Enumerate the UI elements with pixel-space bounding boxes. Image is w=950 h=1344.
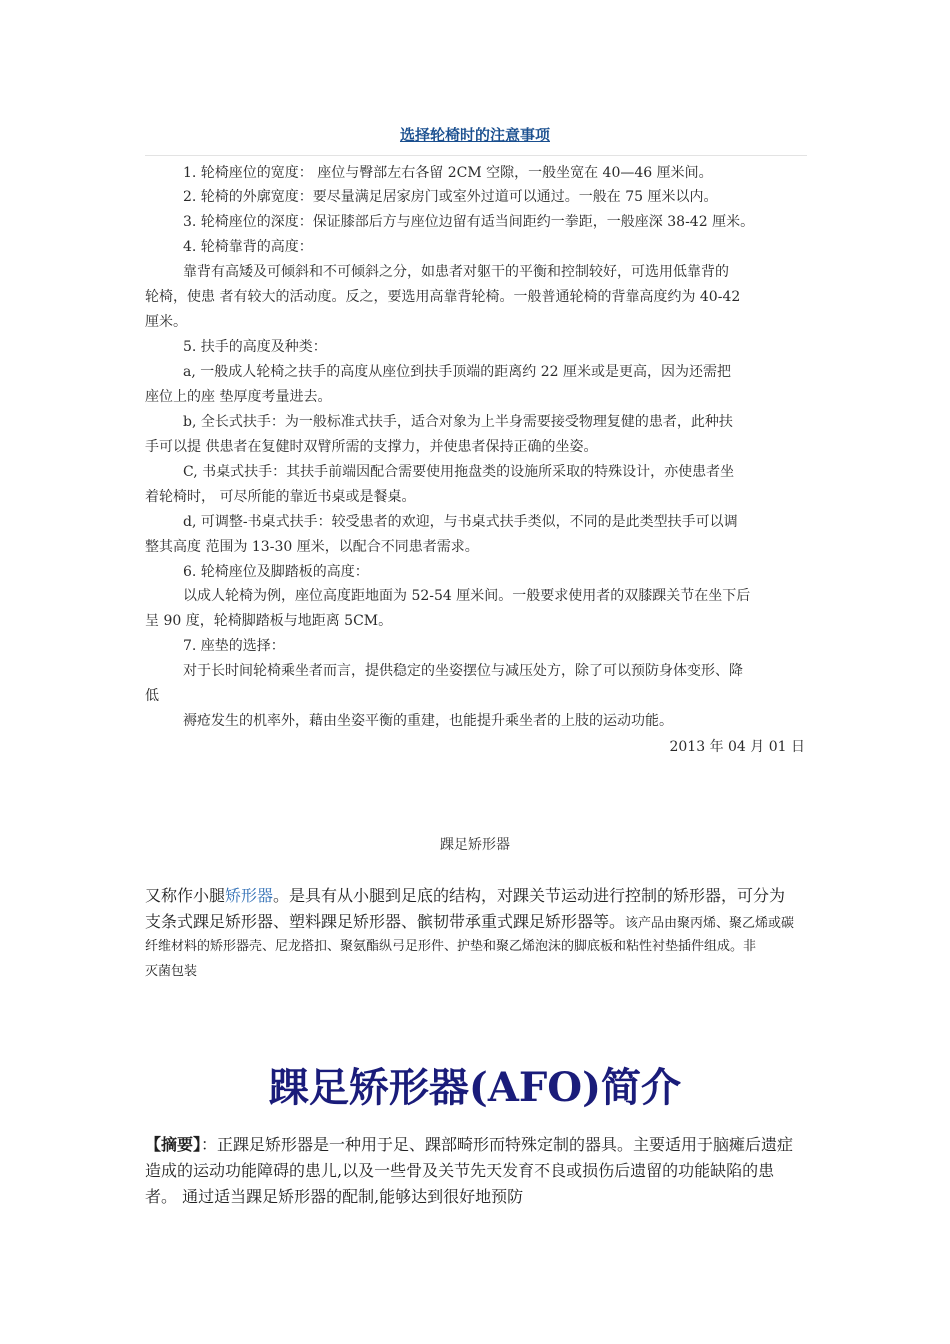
abstract-label: 【摘要】 (145, 1135, 202, 1154)
paragraph-line: 着轮椅时， 可尽所能的靠近书桌或是餐桌。 (145, 489, 416, 505)
paragraph-line: d, 可调整-书桌式扶手：较受患者的欢迎，与书桌式扶手类似，不同的是此类型扶手可以调 (183, 514, 738, 530)
text-segment: 支条式踝足矫形器、塑料踝足矫形器、髌韧带承重式踝足矫形器等。 (145, 912, 626, 931)
paragraph-line: 轮椅，使患 者有较大的活动度。反之，要选用高靠背轮椅。一般普通轮椅的背靠高度约为 40-42 (145, 289, 741, 305)
paragraph-line: 低 (145, 688, 159, 704)
paragraph-line: 者。 通过适当踝足矫形器的配制,能够达到很好地预防 (145, 1187, 524, 1206)
paragraph-line: 厘米。 (145, 314, 187, 330)
paragraph-line: 手可以提 供患者在复健时双臂所需的支撑力，并使患者保持正确的坐姿。 (145, 439, 598, 455)
list-item: 2. 轮椅的外廓宽度：要尽量满足居家房门或室外过道可以通过。一般在 75 厘米以内。 (183, 189, 718, 205)
list-item: 4. 轮椅靠背的高度： (183, 239, 313, 255)
paragraph-line: 造成的运动功能障碍的患儿,以及一些骨及关节先天发育不良或损伤后遗留的功能缺陷的患 (145, 1161, 775, 1180)
paragraph-line: 褥疮发生的机率外，藉由坐姿平衡的重建，也能提升乘坐者的上肢的运动功能。 (183, 713, 673, 729)
list-item: 7. 座垫的选择： (183, 638, 285, 654)
paragraph-line: 靠背有高矮及可倾斜和不可倾斜之分，如患者对躯干的平衡和控制较好，可选用低靠背的 (183, 264, 729, 280)
orthosis-link[interactable]: 矫形器 (225, 886, 274, 905)
paragraph-line (145, 909, 794, 932)
paragraph-line: C, 书桌式扶手：其扶手前端因配合需要使用拖盘类的设施所采取的特殊设计，亦使患者坐 (183, 464, 735, 480)
text-segment: 。是具有从小腿到足底的结构，对踝关节运动进行控制的矫形器，可分为 (273, 886, 786, 905)
paragraph-line (145, 883, 785, 906)
paragraph-line (145, 1132, 793, 1155)
list-item: 3. 轮椅座位的深度：保证膝部后方与座位边留有适当间距约一拳距，一般座深 38-42 厘米。 (183, 214, 755, 230)
publish-date: 2013 年 04 月 01 日 (669, 739, 805, 755)
article-title[interactable]: 选择轮椅时的注意事项 (399, 126, 550, 144)
paragraph-line: 对于长时间轮椅乘坐者而言，提供稳定的坐姿摆位与减压处方，除了可以预防身体变形、降 (183, 663, 743, 679)
paragraph-line: 以成人轮椅为例，座位高度距地面为 52-54 厘米间。一般要求使用者的双膝踝关节在坐下后 (183, 588, 751, 604)
list-item: 1. 轮椅座位的宽度： 座位与臀部左右各留 2CM 空隙，一般坐宽在 40—46 厘米间。 (183, 165, 713, 181)
list-item: 5. 扶手的高度及种类： (183, 339, 327, 355)
list-item: 6. 轮椅座位及脚踏板的高度： (183, 564, 369, 580)
paragraph-line: 灭菌包装 (145, 964, 198, 979)
title-divider (145, 155, 807, 156)
paragraph-line: 整其高度 范围为 13-30 厘米，以配合不同患者需求。 (145, 539, 479, 555)
paragraph-line: a, 一般成人轮椅之扶手的高度从座位到扶手顶端的距离约 22 厘米或是更高，因为还需把 (183, 364, 731, 380)
text-segment: 该产品由聚丙烯、聚乙烯或碳 (625, 916, 795, 931)
paragraph-line: 纤维材料的矫形器壳、尼龙搭扣、聚氨酯纵弓足形件、护垫和聚乙烯泡沫的脚底板和粘性衬垫插件组成。非 (145, 939, 757, 954)
paragraph-line: b, 全长式扶手：为一般标准式扶手，适合对象为上半身需要接受物理复健的患者，此种扶 (183, 414, 733, 430)
text-segment: 又称作小腿 (145, 886, 226, 905)
paragraph-line: 座位上的座 垫厚度考量进去。 (145, 389, 332, 405)
paragraph-line: 呈 90 度，轮椅脚踏板与地距离 5CM。 (145, 613, 393, 629)
section-title: 踝足矫形器 (440, 837, 510, 853)
text-segment: ：正踝足矫形器是一种用于足、踝部畸形而特殊定制的器具。主要适用于脑瘫后遗症 (201, 1135, 794, 1154)
main-heading: 踝足矫形器(AFO)简介 (268, 1064, 682, 1111)
